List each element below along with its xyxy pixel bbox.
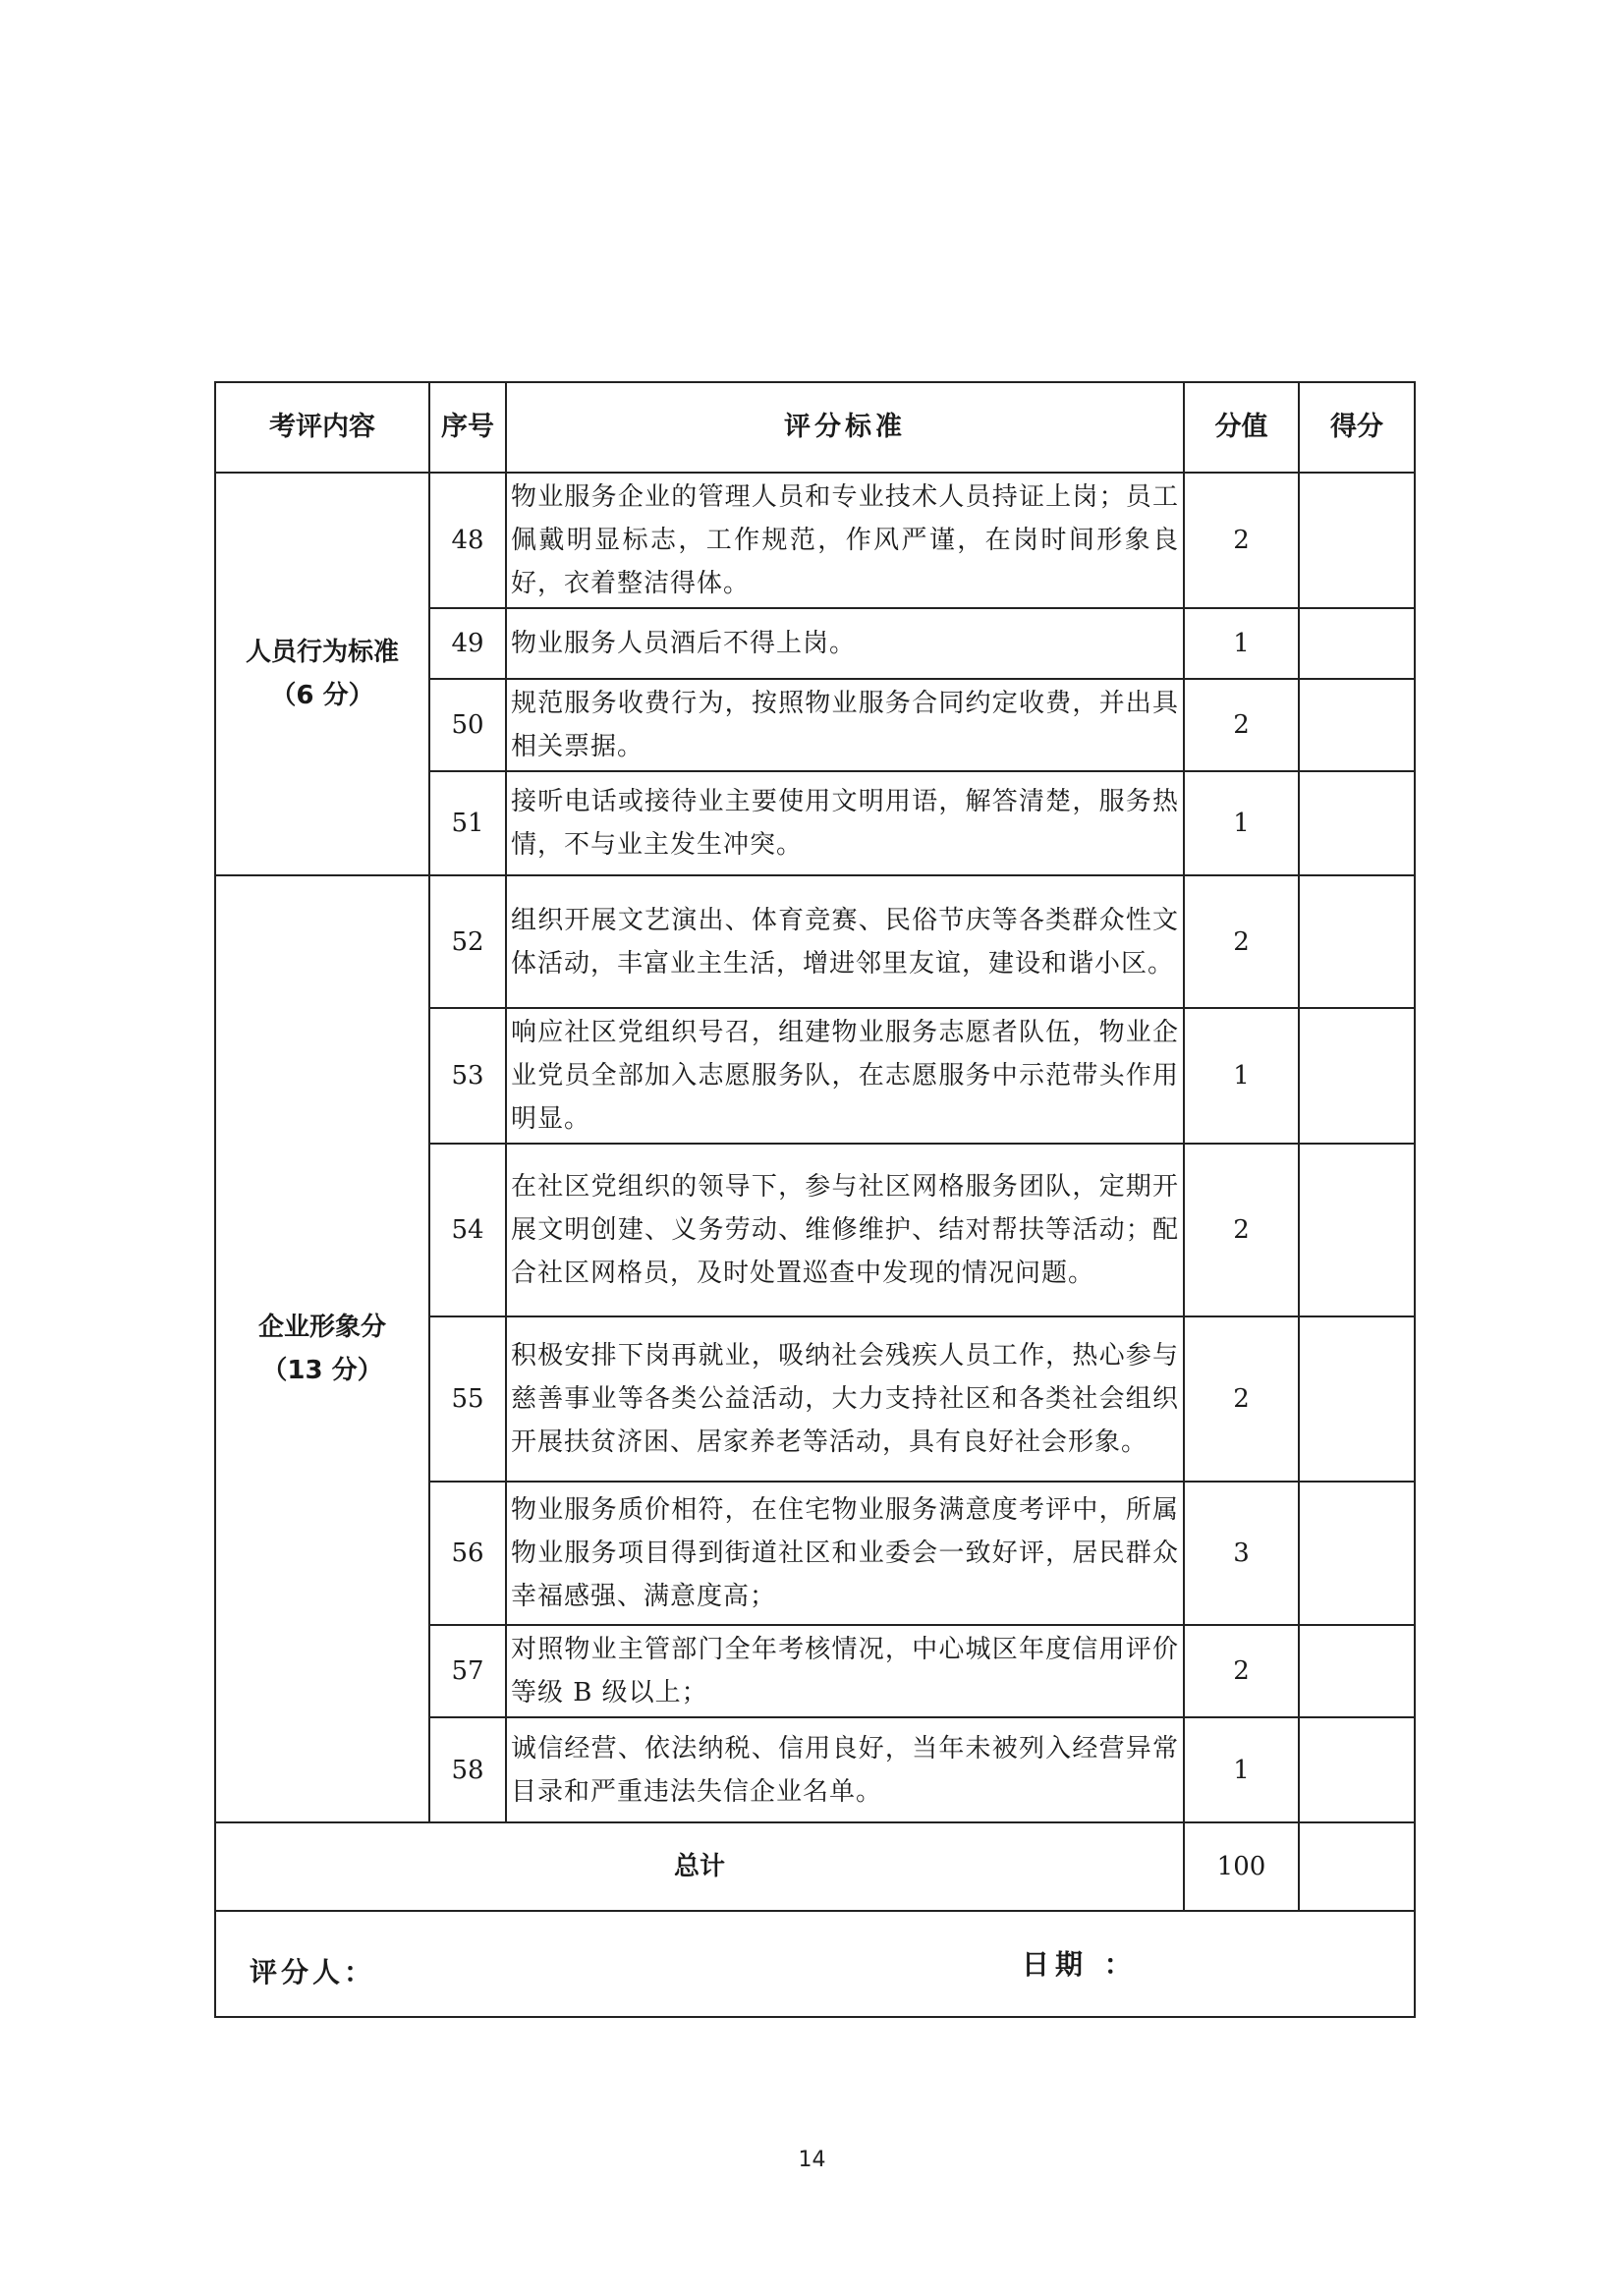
- category-cell: [215, 473, 429, 875]
- signature-row: [215, 1911, 1415, 2017]
- category-cell: [215, 875, 429, 1822]
- page-number: 14: [798, 2148, 826, 2172]
- value-cell: 2: [1184, 875, 1299, 1008]
- scorer-label: 评分人：: [250, 1956, 376, 1988]
- criteria-cell: 物业服务人员酒后不得上岗。: [506, 608, 1184, 679]
- scoring-table: [214, 381, 1416, 2018]
- seq-cell: 50: [429, 679, 506, 771]
- value-cell: 1: [1184, 1008, 1299, 1144]
- score-input-cell[interactable]: [1299, 1316, 1415, 1482]
- value-cell: 3: [1184, 1482, 1299, 1625]
- score-input-cell[interactable]: [1299, 1717, 1415, 1822]
- score-input-cell[interactable]: [1299, 1625, 1415, 1717]
- criteria-cell: 物业服务企业的管理人员和专业技术人员持证上岗；员工佩戴明显标志，工作规范，作风严谨，在岗时间形象良好，衣着整洁得体。: [506, 473, 1184, 608]
- seq-cell: 54: [429, 1144, 506, 1316]
- signature-cell: [215, 1911, 1415, 2017]
- category-name: 人员行为标准: [245, 638, 399, 667]
- score-input-cell[interactable]: [1299, 875, 1415, 1008]
- criteria-cell: 物业服务质价相符，在住宅物业服务满意度考评中，所属物业服务项目得到街道社区和业委会一致好评，居民群众幸福感强、满意度高；: [506, 1482, 1184, 1625]
- seq-cell: 51: [429, 771, 506, 875]
- seq-cell: 49: [429, 608, 506, 679]
- criteria-cell: 积极安排下岗再就业，吸纳社会残疾人员工作，热心参与慈善事业等各类公益活动，大力支持社区和各类社会组织开展扶贫济困、居家养老等活动，具有良好社会形象。: [506, 1316, 1184, 1482]
- seq-cell: 55: [429, 1316, 506, 1482]
- seq-cell: 52: [429, 875, 506, 1008]
- criteria-cell: 响应社区党组织号召，组建物业服务志愿者队伍，物业企业党员全部加入志愿服务队，在志愿服务中示范带头作用明显。: [506, 1008, 1184, 1144]
- criteria-cell: 在社区党组织的领导下，参与社区网格服务团队，定期开展文明创建、义务劳动、维修维护、结对帮扶等活动；配合社区网格员，及时处置巡查中发现的情况问题。: [506, 1144, 1184, 1316]
- criteria-cell: 接听电话或接待业主要使用文明用语，解答清楚，服务热情，不与业主发生冲突。: [506, 771, 1184, 875]
- criteria-cell: 对照物业主管部门全年考核情况，中心城区年度信用评价等级 B 级以上；: [506, 1625, 1184, 1717]
- score-input-cell[interactable]: [1299, 771, 1415, 875]
- total-label: 总计: [215, 1822, 1184, 1911]
- total-score-input-cell[interactable]: [1299, 1822, 1415, 1911]
- table-header-row: [215, 382, 1415, 473]
- value-cell: 2: [1184, 1625, 1299, 1717]
- score-input-cell[interactable]: [1299, 608, 1415, 679]
- value-cell: 2: [1184, 1144, 1299, 1316]
- value-cell: 2: [1184, 473, 1299, 608]
- score-input-cell[interactable]: [1299, 1144, 1415, 1316]
- criteria-cell: 诚信经营、依法纳税、信用良好，当年未被列入经营异常目录和严重违法失信企业名单。: [506, 1717, 1184, 1822]
- seq-cell: 53: [429, 1008, 506, 1144]
- table-row: [215, 473, 1415, 608]
- criteria-cell: 规范服务收费行为，按照物业服务合同约定收费，并出具相关票据。: [506, 679, 1184, 771]
- criteria-cell: 组织开展文艺演出、体育竞赛、民俗节庆等各类群众性文体活动，丰富业主生活，增进邻里友谊，建设和谐小区。: [506, 875, 1184, 1008]
- value-cell: 1: [1184, 1717, 1299, 1822]
- header-value: 分值: [1184, 382, 1299, 473]
- score-input-cell[interactable]: [1299, 473, 1415, 608]
- score-input-cell[interactable]: [1299, 1008, 1415, 1144]
- category-points: （6 分）: [270, 681, 374, 710]
- header-category: 考评内容: [215, 382, 429, 473]
- score-input-cell[interactable]: [1299, 679, 1415, 771]
- total-row: [215, 1822, 1415, 1911]
- header-score: 得分: [1299, 382, 1415, 473]
- value-cell: 1: [1184, 771, 1299, 875]
- seq-cell: 56: [429, 1482, 506, 1625]
- seq-cell: 58: [429, 1717, 506, 1822]
- total-value: 100: [1184, 1822, 1299, 1911]
- value-cell: 1: [1184, 608, 1299, 679]
- header-seq: 序号: [429, 382, 506, 473]
- seq-cell: 57: [429, 1625, 506, 1717]
- category-points: （13 分）: [261, 1356, 383, 1385]
- seq-cell: 48: [429, 473, 506, 608]
- score-input-cell[interactable]: [1299, 1482, 1415, 1625]
- date-label: 日期 ：: [1022, 1948, 1138, 1981]
- header-criteria: 评分标准: [506, 382, 1184, 473]
- category-name: 企业形象分: [257, 1313, 386, 1342]
- table-row: [215, 875, 1415, 1008]
- value-cell: 2: [1184, 679, 1299, 771]
- value-cell: 2: [1184, 1316, 1299, 1482]
